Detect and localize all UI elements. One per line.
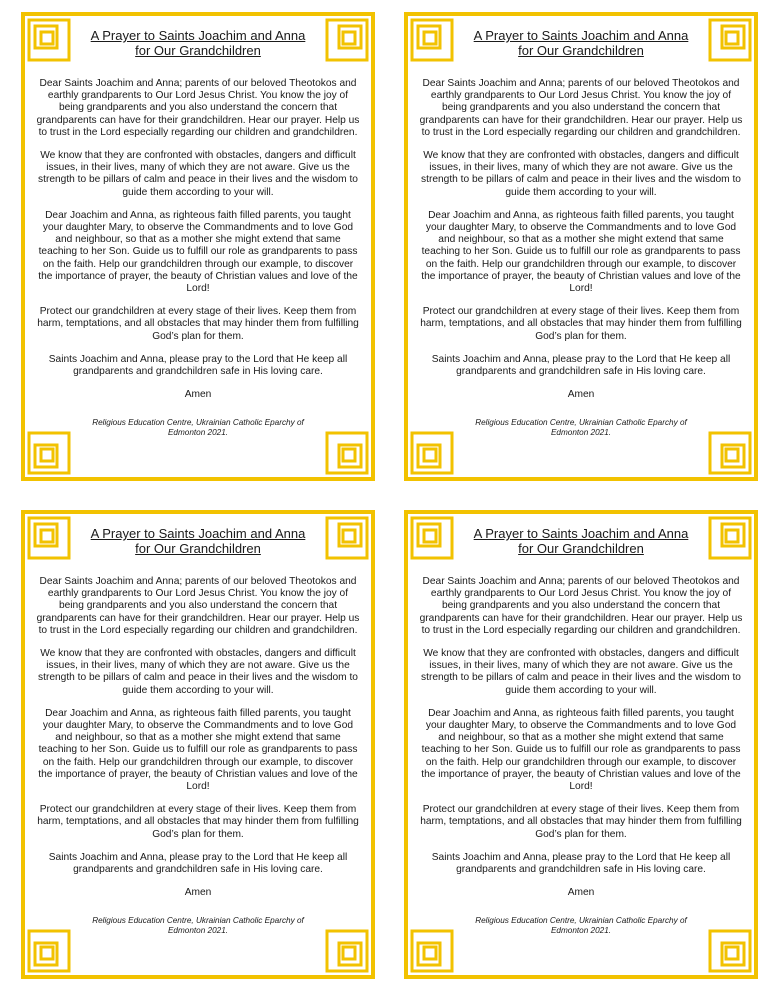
prayer-paragraph-2: We know that they are confronted with obstacles, dangers and difficult issues, in their lives, many of which they are not aware. Give us the strength to be pillars of calm and peace in their lives and the wisdom to guide them according to your will. <box>421 648 741 696</box>
card-bottom-right <box>404 510 758 979</box>
prayer-paragraph-3: Dear Joachim and Anna, as righteous faith filled parents, you taught your daughter Mary, to observe the Commandments and to love God and neighbour, so that as a mother she might extend that same teaching to her Son. Guide us to fulfill our role as grandparents to pass on the faith. Help our grandchildren through our example, to discover the importance of prayer, the beauty of Christian values and love of the Lord! <box>421 209 741 295</box>
prayer-title <box>418 526 744 556</box>
prayer-amen: Amen <box>567 389 595 401</box>
prayer-footer-credit: Religious Education Centre, Ukrainian Catholic Eparchy of Edmonton 2021. <box>475 916 687 936</box>
prayer-paragraph-4: Protect our grandchildren at every stage of their lives. Keep them from harm, temptations, and all obstacles that may hinder them from fulfilling God’s plan for them. <box>37 804 359 840</box>
prayer-content <box>418 28 744 473</box>
card-top-left <box>21 12 375 481</box>
prayer-paragraph-2: We know that they are confronted with obstacles, dangers and difficult issues, in their lives, many of which they are not aware. Give us the strength to be pillars of calm and peace in their lives and the wisdom to guide them according to your will. <box>421 150 741 198</box>
prayer-paragraph-4: Protect our grandchildren at every stage of their lives. Keep them from harm, temptations, and all obstacles that may hinder them from fulfilling God’s plan for them. <box>37 306 359 342</box>
prayer-paragraph-1: Dear Saints Joachim and Anna; parents of our beloved Theotokos and earthly grandparents to Our Lord Jesus Christ. You know the joy of being grandparents and you also understand the concern that grandparents can have for their grandchildren. Hear our prayer. Help us to trust in the Lord especially regarding our children and grandchildren. <box>419 576 743 636</box>
prayer-amen: Amen <box>184 887 212 899</box>
prayer-paragraph-3: Dear Joachim and Anna, as righteous faith filled parents, you taught your daughter Mary, to observe the Commandments and to love God and neighbour, so that as a mother she might extend that same teaching to her Son. Guide us to fulfill our role as grandparents to pass on the faith. Help our grandchildren through our example, to discover the importance of prayer, the beauty of Christian values and love of the Lord! <box>38 209 358 295</box>
card-top-right <box>404 12 758 481</box>
prayer-paragraph-3: Dear Joachim and Anna, as righteous faith filled parents, you taught your daughter Mary, to observe the Commandments and to love God and neighbour, so that as a mother she might extend that same teaching to her Son. Guide us to fulfill our role as grandparents to pass on the faith. Help our grandchildren through our example, to discover the importance of prayer, the beauty of Christian values and love of the Lord! <box>421 707 741 793</box>
prayer-amen: Amen <box>184 389 212 401</box>
prayer-footer-credit: Religious Education Centre, Ukrainian Catholic Eparchy of Edmonton 2021. <box>92 418 304 438</box>
prayer-paragraph-1: Dear Saints Joachim and Anna; parents of our beloved Theotokos and earthly grandparents to Our Lord Jesus Christ. You know the joy of being grandparents and you also understand the concern that grandparents can have for their grandchildren. Hear our prayer. Help us to trust in the Lord especially regarding our children and grandchildren. <box>419 78 743 138</box>
prayer-footer-credit: Religious Education Centre, Ukrainian Catholic Eparchy of Edmonton 2021. <box>92 916 304 936</box>
prayer-content <box>35 28 361 473</box>
prayer-title-line-1: A Prayer to Saints Joachim and Anna <box>473 28 689 43</box>
prayer-paragraph-2: We know that they are confronted with obstacles, dangers and difficult issues, in their lives, many of which they are not aware. Give us the strength to be pillars of calm and peace in their lives and the wisdom to guide them according to your will. <box>38 150 358 198</box>
prayer-paragraph-4: Protect our grandchildren at every stage of their lives. Keep them from harm, temptations, and all obstacles that may hinder them from fulfilling God’s plan for them. <box>420 804 742 840</box>
card-bottom-left <box>21 510 375 979</box>
prayer-paragraph-5: Saints Joachim and Anna, please pray to the Lord that He keep all grandparents and grandchildren safe in His loving care. <box>431 353 731 378</box>
prayer-footer-credit: Religious Education Centre, Ukrainian Catholic Eparchy of Edmonton 2021. <box>475 418 687 438</box>
prayer-title-line-1: A Prayer to Saints Joachim and Anna <box>473 526 689 541</box>
prayer-title-line-1: A Prayer to Saints Joachim and Anna <box>90 526 306 541</box>
prayer-title <box>35 526 361 556</box>
prayer-title-line-2: for Our Grandchildren <box>518 43 644 58</box>
prayer-content <box>35 526 361 971</box>
prayer-paragraph-5: Saints Joachim and Anna, please pray to the Lord that He keep all grandparents and grandchildren safe in His loving care. <box>48 851 348 876</box>
prayer-paragraph-1: Dear Saints Joachim and Anna; parents of our beloved Theotokos and earthly grandparents to Our Lord Jesus Christ. You know the joy of being grandparents and you also understand the concern that grandparents can have for their grandchildren. Hear our prayer. Help us to trust in the Lord especially regarding our children and grandchildren. <box>36 576 360 636</box>
prayer-amen: Amen <box>567 887 595 899</box>
prayer-title-line-2: for Our Grandchildren <box>518 541 644 556</box>
prayer-paragraph-3: Dear Joachim and Anna, as righteous faith filled parents, you taught your daughter Mary, to observe the Commandments and to love God and neighbour, so that as a mother she might extend that same teaching to her Son. Guide us to fulfill our role as grandparents to pass on the faith. Help our grandchildren through our example, to discover the importance of prayer, the beauty of Christian values and love of the Lord! <box>38 707 358 793</box>
prayer-paragraph-1: Dear Saints Joachim and Anna; parents of our beloved Theotokos and earthly grandparents to Our Lord Jesus Christ. You know the joy of being grandparents and you also understand the concern that grandparents can have for their grandchildren. Hear our prayer. Help us to trust in the Lord especially regarding our children and grandchildren. <box>36 78 360 138</box>
prayer-title-line-2: for Our Grandchildren <box>135 541 261 556</box>
prayer-title-line-2: for Our Grandchildren <box>135 43 261 58</box>
prayer-paragraph-2: We know that they are confronted with obstacles, dangers and difficult issues, in their lives, many of which they are not aware. Give us the strength to be pillars of calm and peace in their lives and the wisdom to guide them according to your will. <box>38 648 358 696</box>
prayer-paragraph-4: Protect our grandchildren at every stage of their lives. Keep them from harm, temptations, and all obstacles that may hinder them from fulfilling God’s plan for them. <box>420 306 742 342</box>
prayer-title-line-1: A Prayer to Saints Joachim and Anna <box>90 28 306 43</box>
prayer-paragraph-5: Saints Joachim and Anna, please pray to the Lord that He keep all grandparents and grandchildren safe in His loving care. <box>431 851 731 876</box>
prayer-title <box>35 28 361 58</box>
prayer-paragraph-5: Saints Joachim and Anna, please pray to the Lord that He keep all grandparents and grandchildren safe in His loving care. <box>48 353 348 378</box>
prayer-title <box>418 28 744 58</box>
prayer-content <box>418 526 744 971</box>
